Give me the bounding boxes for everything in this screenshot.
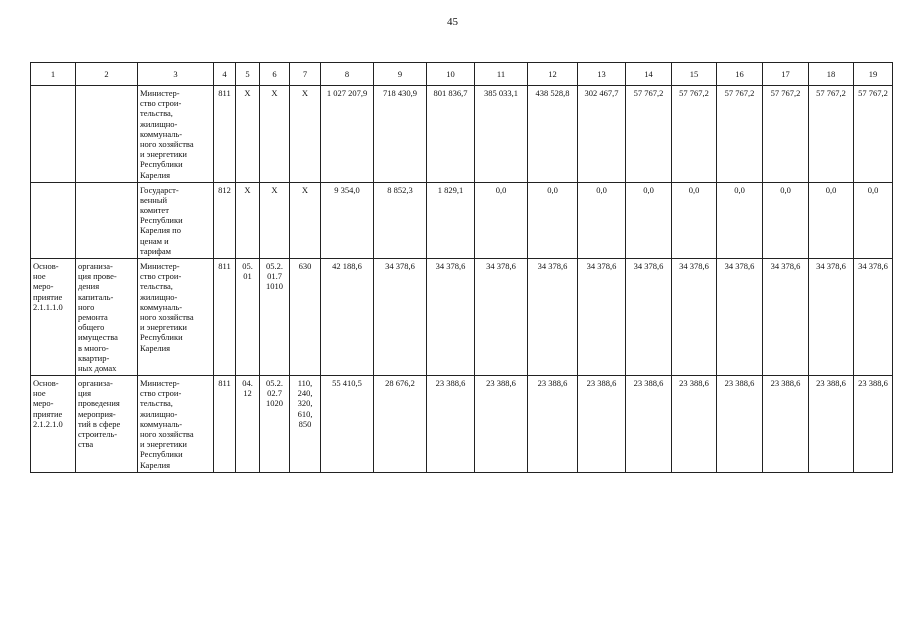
column-number-11: 11 — [475, 63, 528, 86]
amount-cell: 0,0 — [528, 182, 578, 258]
amount-cell: 28 676,2 — [374, 376, 427, 473]
amount-cell: 23 388,6 — [528, 376, 578, 473]
table-row — [31, 259, 893, 376]
amount-cell: 34 378,6 — [475, 259, 528, 376]
column-number-14: 14 — [626, 63, 672, 86]
amount-cell: 34 378,6 — [528, 259, 578, 376]
activity-name-cell: организа- ция прове- дения капиталь- ного ремонта общего имущества в много- квартир- ных домах — [76, 259, 138, 376]
amount-cell: 34 378,6 — [374, 259, 427, 376]
amount-cell: 34 378,6 — [809, 259, 854, 376]
grbs-code-cell: 811 — [214, 259, 236, 376]
amount-cell: 34 378,6 — [626, 259, 672, 376]
amount-cell: 0,0 — [626, 182, 672, 258]
amount-cell: 57 767,2 — [672, 86, 717, 183]
expense-type-cell: X — [290, 86, 321, 183]
budget-table — [30, 62, 893, 473]
grbs-code-cell: 811 — [214, 376, 236, 473]
column-number-17: 17 — [763, 63, 809, 86]
amount-cell: 57 767,2 — [854, 86, 893, 183]
table-row — [31, 86, 893, 183]
amount-cell: 1 829,1 — [427, 182, 475, 258]
activity-name-cell — [76, 182, 138, 258]
responsible-executor-cell: Министер- ство строи- тельства, жилищно- коммуналь- ного хозяйства и энергетики Республики Карелия — [138, 376, 214, 473]
amount-cell: 438 528,8 — [528, 86, 578, 183]
amount-cell: 801 836,7 — [427, 86, 475, 183]
amount-cell: 42 188,6 — [321, 259, 374, 376]
amount-cell: 718 430,9 — [374, 86, 427, 183]
amount-cell: 23 388,6 — [475, 376, 528, 473]
column-number-7: 7 — [290, 63, 321, 86]
column-number-2: 2 — [76, 63, 138, 86]
responsible-executor-cell: Министер- ство строи- тельства, жилищно- коммуналь- ного хозяйства и энергетики Республики Карелия — [138, 86, 214, 183]
column-number-15: 15 — [672, 63, 717, 86]
amount-cell: 23 388,6 — [763, 376, 809, 473]
amount-cell: 385 033,1 — [475, 86, 528, 183]
amount-cell: 57 767,2 — [717, 86, 763, 183]
amount-cell: 34 378,6 — [854, 259, 893, 376]
table-row — [31, 182, 893, 258]
amount-cell: 0,0 — [854, 182, 893, 258]
column-number-10: 10 — [427, 63, 475, 86]
amount-cell: 0,0 — [578, 182, 626, 258]
section-code-cell: 04. 12 — [236, 376, 260, 473]
amount-cell: 23 388,6 — [854, 376, 893, 473]
column-number-3: 3 — [138, 63, 214, 86]
amount-cell: 23 388,6 — [626, 376, 672, 473]
activity-code-cell — [31, 86, 76, 183]
column-number-4: 4 — [214, 63, 236, 86]
amount-cell: 57 767,2 — [626, 86, 672, 183]
amount-cell: 0,0 — [475, 182, 528, 258]
target-article-cell: 05.2. 01.7 1010 — [260, 259, 290, 376]
activity-name-cell: организа- ция проведения мероприя- тий в сфере строитель- ства — [76, 376, 138, 473]
expense-type-cell: 110, 240, 320, 610, 850 — [290, 376, 321, 473]
table-row — [31, 376, 893, 473]
amount-cell: 34 378,6 — [717, 259, 763, 376]
expense-type-cell: 630 — [290, 259, 321, 376]
amount-cell: 34 378,6 — [578, 259, 626, 376]
section-code-cell: X — [236, 182, 260, 258]
amount-cell: 23 388,6 — [427, 376, 475, 473]
responsible-executor-cell: Государст- венный комитет Республики Карелия по ценам и тарифам — [138, 182, 214, 258]
amount-cell: 34 378,6 — [763, 259, 809, 376]
section-code-cell: 05. 01 — [236, 259, 260, 376]
amount-cell: 0,0 — [763, 182, 809, 258]
column-number-6: 6 — [260, 63, 290, 86]
grbs-code-cell: 811 — [214, 86, 236, 183]
column-number-18: 18 — [809, 63, 854, 86]
column-number-19: 19 — [854, 63, 893, 86]
amount-cell: 23 388,6 — [578, 376, 626, 473]
amount-cell: 23 388,6 — [809, 376, 854, 473]
column-number-5: 5 — [236, 63, 260, 86]
activity-code-cell — [31, 182, 76, 258]
target-article-cell: X — [260, 86, 290, 183]
amount-cell: 8 852,3 — [374, 182, 427, 258]
page-number: 45 — [447, 16, 458, 28]
column-number-9: 9 — [374, 63, 427, 86]
column-number-8: 8 — [321, 63, 374, 86]
amount-cell: 34 378,6 — [672, 259, 717, 376]
grbs-code-cell: 812 — [214, 182, 236, 258]
activity-name-cell — [76, 86, 138, 183]
target-article-cell: X — [260, 182, 290, 258]
amount-cell: 1 027 207,9 — [321, 86, 374, 183]
section-code-cell: X — [236, 86, 260, 183]
amount-cell: 55 410,5 — [321, 376, 374, 473]
amount-cell: 34 378,6 — [427, 259, 475, 376]
amount-cell: 302 467,7 — [578, 86, 626, 183]
amount-cell: 23 388,6 — [717, 376, 763, 473]
activity-code-cell: Основ- ное меро- приятие 2.1.2.1.0 — [31, 376, 76, 473]
column-number-header-row — [31, 63, 893, 86]
column-number-12: 12 — [528, 63, 578, 86]
activity-code-cell: Основ- ное меро- приятие 2.1.1.1.0 — [31, 259, 76, 376]
amount-cell: 23 388,6 — [672, 376, 717, 473]
expense-type-cell: X — [290, 182, 321, 258]
amount-cell: 57 767,2 — [809, 86, 854, 183]
amount-cell: 57 767,2 — [763, 86, 809, 183]
target-article-cell: 05.2. 02.7 1020 — [260, 376, 290, 473]
amount-cell: 0,0 — [717, 182, 763, 258]
responsible-executor-cell: Министер- ство строи- тельства, жилищно- коммуналь- ного хозяйства и энергетики Республики Карелия — [138, 259, 214, 376]
amount-cell: 0,0 — [809, 182, 854, 258]
column-number-13: 13 — [578, 63, 626, 86]
amount-cell: 0,0 — [672, 182, 717, 258]
column-number-1: 1 — [31, 63, 76, 86]
column-number-16: 16 — [717, 63, 763, 86]
amount-cell: 9 354,0 — [321, 182, 374, 258]
